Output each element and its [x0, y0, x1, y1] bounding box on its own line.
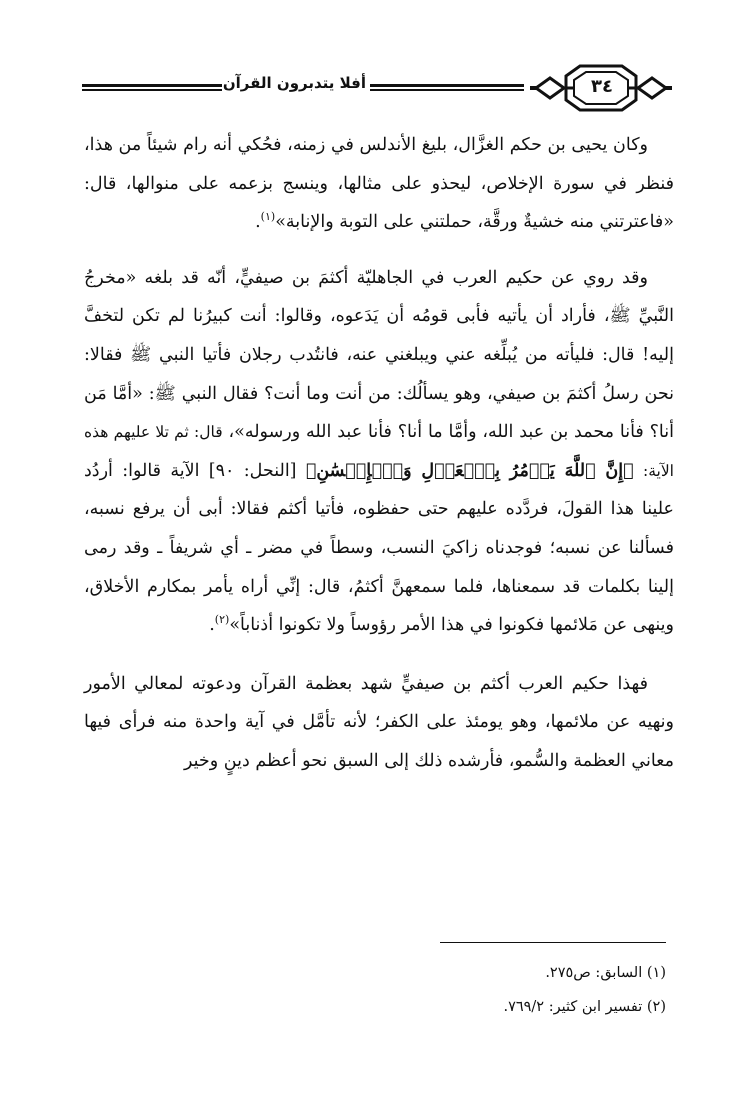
- quran-verse: ﴿إِنَّ ٱللَّهَ يَأۡمُرُ بِٱلۡعَدۡلِ وَٱلۡإِحۡسَٰنِ﴾: [305, 460, 634, 481]
- paragraph: وقد روي عن حكيم العرب في الجاهليّة أكثمَ بن صيفيٍّ، أنّه قد بلغه «مخرجُ النَّبيِّ ﷺ، فأراد أن يأتيه فأبى قومُه أن يَدَعوه، وقالوا: أنت كبيرُنا لم تكن لتخفَّ إليه! قال: فليأته من يُبلِّغه عني ويبلغني عنه، فانتُدب رجلان فأتيا النبي ﷺ فقالا: نحن رسلُ أكثمَ بن صيفي، وهو يسألُك: من أنت وما أنت؟ فقال النبي ﷺ: «أمَّا مَن أنا؟ فأنا محمد بن عبد الله، وأمَّا ما أنا؟ فأنا عبد الله ورسوله»، قال: ثم تلا عليهم هذه الآية: ﴿إِنَّ ٱللَّهَ يَأۡمُرُ بِٱلۡعَدۡلِ وَٱلۡإِحۡسَٰنِ﴾ [النحل: ٩٠] الآية قالوا: أردُد علينا هذا القولَ، فردَّده عليهم حتى حفظوه، فأتيا أكثم فقالا: أبى أن يرفع نسبه، فسألنا عن نسبه؛ فوجدناه زاكيَ النسب، وسطاً في مضر ـ أي شريفاً ـ وقد رمى إلينا بكلمات قد سمعناها، فلما سمعهنَّ أكثمُ، قال: إنِّي أراه يأمر بمكارم الأخلاق، وينهى عن مَلائمها فكونوا في هذا الأمر رؤوساً ولا تكونوا أذناباً»$^{(٢)}$.: [84, 267, 674, 636]
- footnote: (١) السابق: ص٢٧٥.: [545, 965, 666, 981]
- header-rule-middle: [370, 84, 524, 91]
- paragraph: وكان يحيى بن حكم الغزَّال، بليغ الأندلس في زمنه، فحُكي أنه رام شيئاً من هذا، فنظر في سورة الإخلاص، ليحذو على مثالها، وينسج بزعمه على منوالها، قال: «فاعترتني منه خشيةٌ ورقَّة، حملتني على التوبة والإنابة»$^{(١)}$.: [84, 135, 674, 233]
- footnote-separator: [440, 942, 666, 943]
- page-number: ٣٤: [591, 76, 613, 97]
- main-text: [84, 126, 674, 781]
- footnotes: [84, 956, 666, 1024]
- paragraph: [84, 665, 674, 781]
- footnote: (٢) تفسير ابن كثير: ٧٦٩/٢.: [503, 999, 666, 1015]
- footnote-ref: (١): [260, 210, 276, 224]
- page-number-ornament: [530, 62, 672, 114]
- paragraph-text: فهذا حكيم العرب أكثم بن صيفيٍّ شهد بعظمة القرآن ودعوته لمعالي الأمور ونهيه عن ملائمها، وهو يومئذ على الكفر؛ لأنه تأمَّل في آية واحدة منه فرأى فيها معاني العظمة والسُّمو، فأرشده ذلك إلى السبق نحو أعظم دينٍ وخير: [84, 673, 674, 771]
- paragraph-text: الآية قالوا: أردُد علينا هذا القولَ، فردَّده عليهم حتى حفظوه، فأتيا أكثم فقالا: أبى أن يرفع نسبه، فسألنا عن نسبه؛ فوجدناه زاكيَ النسب، وسطاً في مضر ـ أي شريفاً ـ وقد رمى إلينا بكلمات قد سمعناها، فلما سمعهنَّ أكثمُ، قال: إنِّي أراه يأمر بمكارم الأخلاق، وينهى عن مَلائمها فكونوا في هذا الأمر رؤوساً ولا تكونوا أذناباً»: [84, 460, 674, 636]
- paragraph-text: وكان يحيى بن حكم الغزَّال، بليغ الأندلس في زمنه، فحُكي أنه رام شيئاً من هذا، فنظر في سورة الإخلاص، ليحذو على مثالها، وينسج بزعمه على منوالها، قال: «فاعترتني منه خشيةٌ ورقَّة، حملتني على التوبة والإنابة»: [84, 135, 674, 233]
- footnote-ref: (٢): [214, 613, 230, 627]
- paragraph-text: وقد روي عن حكيم العرب في الجاهليّة أكثمَ بن صيفيٍّ، أنّه قد بلغه «مخرجُ النَّبيِّ ﷺ، فأراد أن يأتيه فأبى قومُه أن يَدَعوه، وقالوا: أنت كبيرُنا لم تكن لتخفَّ إليه! قال: فليأته من يُبلِّغه عني ويبلغني عنه، فانتُدب رجلان فأتيا النبي ﷺ فقالا: نحن رسلُ أكثمَ بن صيفي، وهو يسألُك: من أنت وما أنت؟ فقال النبي ﷺ: «أمَّا مَن أنا؟ فأنا محمد بن عبد الله، وأمَّا ما أنا؟ فأنا عبد الله ورسوله»،: [84, 267, 674, 443]
- header-rule-left: [82, 84, 222, 91]
- running-title: أفلا يتدبرون القرآن: [222, 74, 366, 92]
- verse-reference: [النحل: ٩٠]: [208, 460, 297, 481]
- page-header: [82, 62, 672, 118]
- verse-intro: قال: ثم تلا عليهم هذه الآية:: [84, 423, 674, 480]
